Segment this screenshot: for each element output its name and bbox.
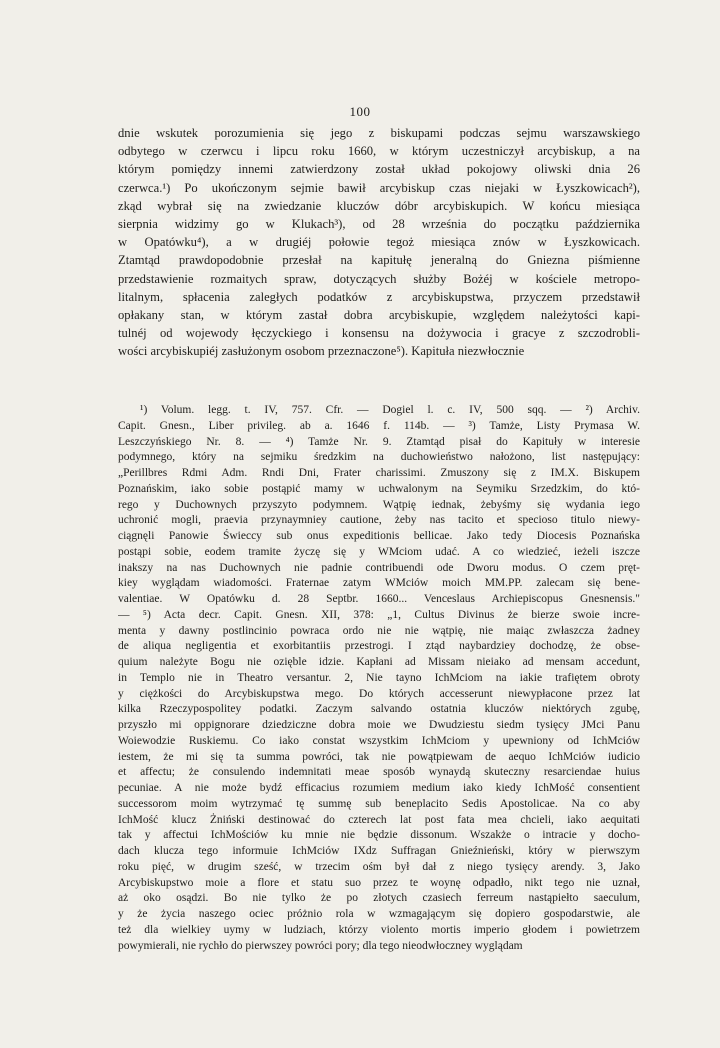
footnote-line: quium należyte Bogu nie ozięble idzie. Kapłani ad Missam nieiako ad mensam accedunt, bbox=[118, 656, 640, 668]
footnote-line: in Templo nie in Theatro versantur. 2, Nie tayno IchMciom na iakie trafiętem obroty bbox=[118, 671, 640, 684]
body-text-line: tulnéj od wojewody łęczyckiego i konsensu na dożywocia i gracye z szczodrobli- bbox=[118, 326, 640, 341]
body-text-line: przedstawienie rozmaitych spraw, dotyczących służby Bożéj w kościele metropo- bbox=[118, 271, 640, 286]
footnote-line: ciągnęli Panowie Świeccy sub onus expeditionis bellicae. Jako tedy Diocesis Poznańska bbox=[118, 530, 640, 542]
footnote-line: Poznańskim, iako sobie postąpić mamy w uchwalonym na Seymiku Srzedzkim, do któ- bbox=[118, 482, 640, 495]
page-number: 100 bbox=[349, 104, 371, 119]
footnote-line: aż oko osądzi. Bo nie tylko że po złotych czasiech ferreum nastąpiełto saeculum, bbox=[118, 892, 640, 905]
footnote-line: kiey wyglądam wiadomości. Fraternae zatym WMciów moich MM.PP. zalecam się bene- bbox=[118, 577, 640, 590]
footnote-line: IchMość klucz Żniński destinować do czterech lat post fata mea chcieli, iako aequitati bbox=[118, 813, 640, 826]
body-text bbox=[118, 124, 640, 361]
footnote-line: — ⁵) Acta decr. Capit. Gnesn. XII, 378: „1, Cultus Divinus że bierze swoie incre- bbox=[118, 608, 640, 621]
body-text-line: sierpnia widzimy go w Klukach³), od 28 września do początku października bbox=[118, 217, 640, 232]
footnote-line: dach klucza tego informuie IchMciów IXdz Suffragan Gnieźnieński, który w pierwszym bbox=[118, 845, 640, 857]
footnote-line: „Perillbres Rdmi Adm. Rndi Dni, Frater charissimi. Zmuszony się z IM.X. Biskupem bbox=[118, 467, 640, 479]
footnote-line: Arcybiskupstwo moie a flore et statu suo przez te woynę odpadło, nikt tego nie uznał, bbox=[118, 876, 640, 889]
body-text-line: w Opatówku⁴), a w drugiéj połowie tegoż miesiąca znów w Łyszkowicach. bbox=[118, 235, 640, 250]
body-text-line: zkąd wybrał się na zwiedzanie kluczów dóbr arcybiskupich. W końcu miesiąca bbox=[118, 198, 640, 213]
footnote-line: też dla wielkiey uymy w ludziach, którzy violento mortis imperio głodem i powietrzem bbox=[118, 923, 640, 936]
footnote-line: et affectu; że consulendo indemnitati meae sposób wynaydą skuteczny resarciendae huius bbox=[118, 766, 640, 779]
footnote-line: inakszy na nas Duchownych nie padnie contribuendi ode Dworu modus. O czem pręt- bbox=[118, 561, 640, 574]
footnote-line: uchronić mogli, praevia przynaymniey cautione, żeby nas tacito et specioso titulo niewy- bbox=[118, 514, 640, 527]
body-text-line: dnie wskutek porozumienia się jego z biskupami podczas sejmu warszawskiego bbox=[118, 126, 640, 140]
footnote-line: przyszło mi oppignorare dziedziczne dobra moie we Dwudziestu siedm tysięcy JMci Panu bbox=[118, 719, 640, 731]
footnote-line: podymnego, który na sejmiku średzkim na duchowieństwo nałożono, list następujący: bbox=[118, 451, 640, 464]
body-text-line: czerwca.¹) Po ukończonym sejmie bawił arcybiskup czas niejaki w Łyszkowicach²), bbox=[118, 180, 640, 195]
footnote-line: pecuniae. A nie może bydź efficacius rozumiem medium iako kiedy IchMość consentient bbox=[118, 782, 640, 794]
footnote-line: ¹) Volum. legg. t. IV, 757. Cfr. — Dogiel l. c. IV, 500 sqq. — ²) Archiv. bbox=[140, 404, 640, 416]
footnote-line: Leszczyńskiego Nr. 8. — ⁴) Tamże Nr. 9. Ztamtąd pisał do Kapituły w interesie bbox=[118, 435, 640, 448]
body-text-line: którym pomiędzy innemi zatwierdzony został układ pokojowy oliwski dnia 26 bbox=[118, 162, 640, 177]
footnote-line: Capit. Gnesn., Liber privileg. ab a. 1646 f. 114b. — ³) Tamże, Listy Prymasa W. bbox=[118, 419, 640, 432]
footnote-line: Woiewodzie Ruskiemu. Co iako constat wszystkim IchMciom y upewniony od IchMciów bbox=[118, 734, 640, 747]
footnote-line: de aliqua negligentia et exorbitantiis przestrogi. I ztąd naybardziey dochodzę, że obse- bbox=[118, 640, 640, 653]
footnote-line: iestem, że mi się ta summa powróci, tak nie powątpiewam de aequo IchMciów iudicio bbox=[118, 750, 640, 763]
body-text-line: opłakany stan, w którym zastał dobra arcybiskupie, względem należytości kapi- bbox=[118, 308, 640, 323]
footnote-line: successorom moim wytrzymać tę summę sub beneplacito Sedis Apostolicae. Na co aby bbox=[118, 797, 640, 810]
footnote-line: roku pięć, w drugim sześć, w trzecim ośm był dał z niego tysięcy arendy. 3, Jako bbox=[118, 860, 640, 873]
footnote-line: y że życia naszego ociec próżnio rola w wzmagającym się dopiero gospodarstwie, ale bbox=[118, 908, 640, 920]
footnote-line: powymierali, nie rychło do pierwszey powróci pory; dla tego nieodwłoczney wyglądam bbox=[118, 939, 523, 952]
footnote-line: valentiae. W Opatówku d. 28 Septbr. 1660... Venceslaus Archiepiscopus Gnesnensis." bbox=[118, 593, 640, 605]
body-text-line: litalnym, spłacenia zaległych podatków z arcybiskupstwa, przyczem przedstawił bbox=[118, 289, 640, 304]
body-text-line: odbytego w czerwcu i lipcu roku 1660, w którym uczestniczył arcybiskup, a na bbox=[118, 144, 640, 159]
footnote-line: kilka Rzeczypospolitey podatki. Zaczym salvando ostatnia kluczów niektórych zgubę, bbox=[118, 703, 640, 716]
body-text-line: wości arcybiskupiéj zasłużonym osobom przeznaczone⁵). Kapituła niezwłocznie bbox=[118, 344, 525, 359]
footnotes bbox=[118, 403, 640, 954]
body-text-line: Ztamtąd prawdopodobnie przesłał na kapitułę jeneralną do Gniezna piśmienne bbox=[118, 253, 640, 268]
footnote-line: menta y dawny postlincinio powraca ordo nie nie wątpię, nie maiąc zwłaszcza żadney bbox=[118, 624, 640, 637]
footnote-line: postąpi sobie, eodem tramite życzę się y WMciom udać. A co wiedzieć, ieżeli iszcze bbox=[118, 545, 640, 558]
footnote-line: y ciężkości do Arcybiskupstwa mego. Do których accesserunt niewypłacone przez lat bbox=[118, 687, 640, 700]
footnote-line: tak y affectui IchMościów ku mnie nie będzie dissonum. Wszakże o intracie y docho- bbox=[118, 829, 640, 842]
footnote-line: rego y Duchownych przyszyto podymnem. Wątpię iednak, żebyśmy się wydania iego bbox=[118, 498, 640, 511]
